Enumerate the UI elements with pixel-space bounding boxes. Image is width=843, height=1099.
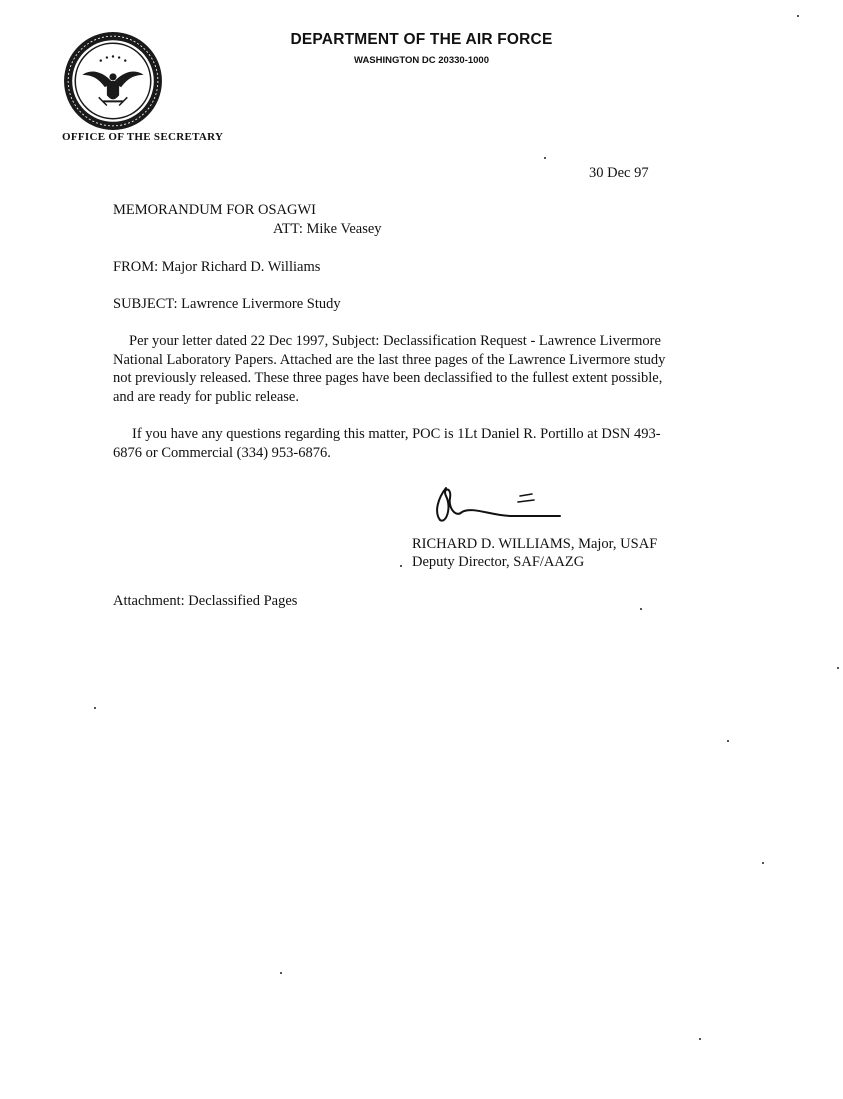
memo-from-line: FROM: Major Richard D. Williams bbox=[113, 259, 321, 275]
scan-speck bbox=[699, 1038, 701, 1040]
scan-speck bbox=[727, 740, 729, 742]
scan-speck bbox=[837, 667, 839, 669]
memo-for-line: MEMORANDUM FOR OSAGWI bbox=[113, 202, 317, 218]
signature-title: Deputy Director, SAF/AAZG bbox=[412, 554, 585, 570]
department-title: DEPARTMENT OF THE AIR FORCE bbox=[290, 31, 553, 48]
signature-name: RICHARD D. WILLIAMS, Major, USAF bbox=[412, 536, 658, 552]
body-paragraph-1-line: and are ready for public release. bbox=[113, 388, 299, 405]
office-of-secretary: OFFICE OF THE SECRETARY bbox=[62, 131, 224, 143]
body-paragraph-1-line: not previously released. These three pages have been declassified to the fullest extent possible, bbox=[113, 370, 663, 386]
body-paragraph-1-line: National Laboratory Papers. Attached are the last three pages of the Lawrence Livermore study bbox=[113, 351, 666, 368]
scan-speck bbox=[544, 157, 546, 159]
scan-speck bbox=[762, 862, 764, 864]
memo-date: 30 Dec 97 bbox=[589, 165, 649, 181]
body-paragraph-2 bbox=[113, 425, 738, 462]
memo-subject-line: SUBJECT: Lawrence Livermore Study bbox=[113, 296, 341, 312]
scan-speck bbox=[640, 608, 642, 610]
scan-speck bbox=[797, 15, 799, 17]
body-paragraph-2-line: If you have any questions regarding this matter, POC is 1Lt Daniel R. Portillo at DSN 493- bbox=[132, 426, 661, 442]
scan-speck bbox=[400, 565, 402, 567]
body-paragraph-1-line: Per your letter dated 22 Dec 1997, Subject: Declassification Request - Lawrence Livermore bbox=[129, 333, 661, 349]
scan-speck bbox=[94, 707, 96, 709]
scan-speck bbox=[280, 972, 282, 974]
body-paragraph-2-line: 6876 or Commercial (334) 953-6876. bbox=[113, 444, 331, 461]
attachment-line: Attachment: Declassified Pages bbox=[113, 593, 298, 609]
body-paragraph-1 bbox=[113, 332, 738, 406]
department-address: WASHINGTON DC 20330-1000 bbox=[354, 55, 489, 66]
handwritten-signature bbox=[432, 478, 572, 528]
memo-att-line: ATT: Mike Veasey bbox=[273, 221, 382, 237]
